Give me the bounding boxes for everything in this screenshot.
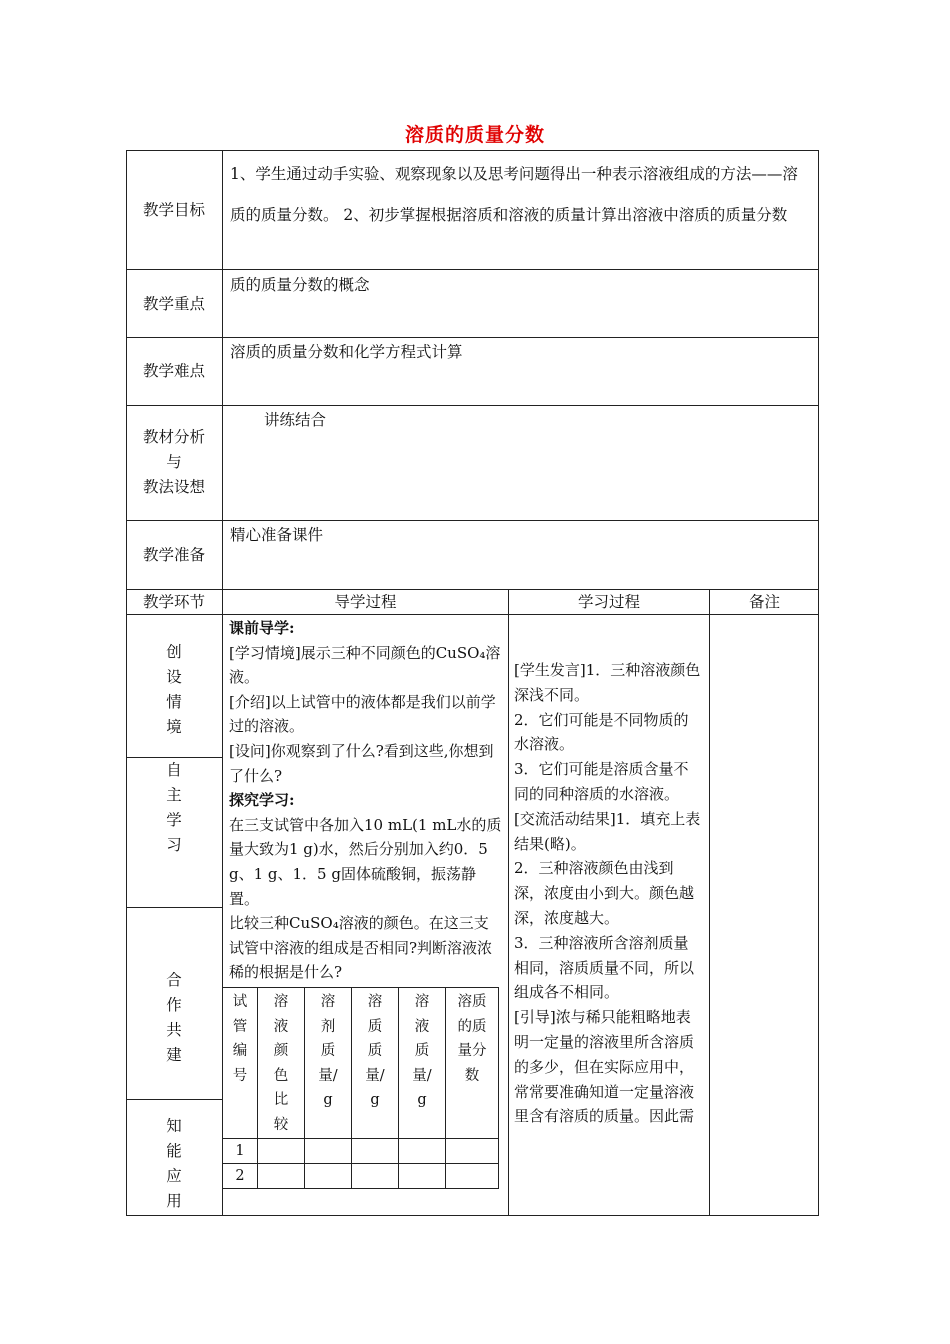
stage-create-scenario: 创 设 情 境 xyxy=(166,643,182,736)
pre-study-heading: 课前导学: xyxy=(229,619,295,637)
guide-paragraph: 比较三种CuSO₄溶液的颜色。在这三支试管中溶液的组成是否相同?判断溶液浓稀的根据是什么? xyxy=(229,914,493,982)
stage-self-study: 自 主 学 习 xyxy=(166,761,182,854)
guide-paragraph: [学习情境]展示三种不同颜色的CuSO₄溶液。 xyxy=(229,643,501,687)
divider xyxy=(126,907,222,908)
divider xyxy=(508,589,509,1216)
learning-paragraph: 2．它们可能是不同物质的水溶液。 xyxy=(514,710,689,754)
guide-paragraph: [设问]你观察到了什么?看到这些,你想到了什么? xyxy=(229,741,494,785)
inner-cell xyxy=(351,1163,399,1189)
divider xyxy=(126,405,819,406)
inner-cell xyxy=(257,1138,305,1164)
divider xyxy=(126,269,819,270)
inner-cell xyxy=(398,1138,446,1164)
guide-content xyxy=(229,616,503,984)
header-guide: 导学过程 xyxy=(334,592,397,611)
divider xyxy=(126,520,819,521)
stage-apply: 知 能 应 用 xyxy=(166,1117,182,1210)
inner-header-fraction: 溶质 的质 量分 数 xyxy=(445,987,499,1139)
preparation-label: 教学准备 xyxy=(142,545,205,564)
stage-cooperate: 合 作 共 建 xyxy=(166,971,182,1064)
inner-record-table xyxy=(222,987,499,1190)
inner-cell xyxy=(257,1163,305,1189)
inner-row-number: 2 xyxy=(222,1163,258,1189)
document-title: 溶质的质量分数 xyxy=(404,124,545,146)
inner-row-number: 1 xyxy=(222,1138,258,1164)
notes-cell xyxy=(710,615,818,1215)
key-point-label: 教学重点 xyxy=(142,294,205,313)
divider xyxy=(126,1099,222,1100)
learning-paragraph: 3．它们可能是溶质含量不同的同种溶质的水溶液。 xyxy=(514,760,689,803)
inner-header-tube: 试 管 编 号 xyxy=(222,987,258,1139)
analysis-content: 讲练结合 xyxy=(264,411,327,429)
analysis-label: 教材分析 与 教法设想 xyxy=(142,428,205,496)
header-learning: 学习过程 xyxy=(577,592,640,611)
inner-header-solute: 溶 质 质 量/ g xyxy=(351,987,399,1139)
inner-cell xyxy=(304,1138,352,1164)
header-notes: 备注 xyxy=(748,592,780,611)
header-stage: 教学环节 xyxy=(142,592,205,611)
inner-cell xyxy=(445,1138,499,1164)
learning-content xyxy=(514,658,702,1208)
learning-paragraph: [交流活动结果]1．填充上表结果(略)。 xyxy=(514,809,701,853)
guide-paragraph: 在三支试管中各加入10 mL(1 mL水的质量大致为1 g)水，然后分别加入约0．5 g、1 g、1．5 g固体硫酸铜，振荡静置。 xyxy=(229,815,502,908)
learning-paragraph: [引导]浓与稀只能粗略地表明一定量的溶液里所含溶质的多少，但在实际应用中，常常要准确知道一定量溶液里含有溶质的质量。因此需 xyxy=(514,1008,695,1126)
inner-cell xyxy=(445,1163,499,1189)
divider xyxy=(126,337,819,338)
explore-heading: 探究学习: xyxy=(229,791,295,810)
inner-cell xyxy=(398,1163,446,1189)
difficulty-label: 教学难点 xyxy=(142,362,205,380)
key-point-content: 质的质量分数的概念 xyxy=(230,276,370,294)
guide-paragraph: [介绍]以上试管中的液体都是我们以前学过的溶液。 xyxy=(229,692,496,736)
inner-header-color: 溶 液 颜 色 比 较 xyxy=(257,987,305,1139)
goal-content: 1、学生通过动手实验、观察现象以及思考问题得出一种表示溶液组成的方法——溶质的质量分数。 2、初步掌握根据溶质和溶液的质量计算出溶液中溶质的质量分数 xyxy=(230,165,798,224)
preparation-content: 精心准备课件 xyxy=(230,526,324,544)
inner-header-solution: 溶 液 质 量/ g xyxy=(398,987,446,1139)
learning-paragraph: [学生发言]1．三种溶液颜色深浅不同。 xyxy=(514,661,701,704)
difficulty-content: 溶质的质量分数和化学方程式计算 xyxy=(230,343,463,361)
inner-cell xyxy=(351,1138,399,1164)
inner-header-solvent: 溶 剂 质 量/ g xyxy=(304,987,352,1139)
learning-paragraph: 2．三种溶液颜色由浅到深，浓度由小到大。颜色越深，浓度越大。 xyxy=(514,859,695,927)
inner-cell xyxy=(304,1163,352,1189)
learning-paragraph: 3．三种溶液所含溶剂质量相同，溶质质量不同，所以组成各不相同。 xyxy=(514,933,695,1002)
goal-label: 教学目标 xyxy=(142,201,205,219)
